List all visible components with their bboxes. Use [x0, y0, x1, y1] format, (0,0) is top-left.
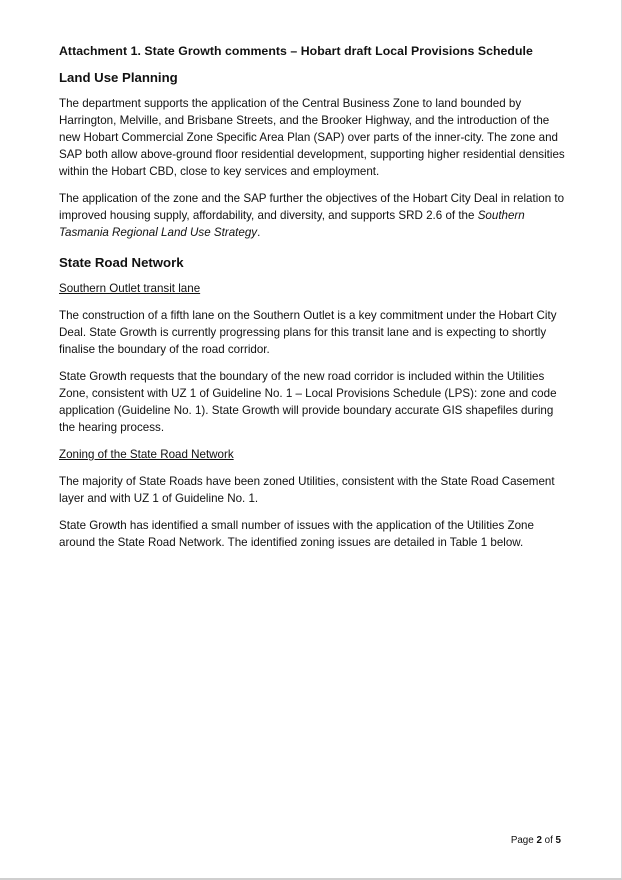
paragraph-land-use-2-end: . [257, 226, 261, 239]
subheading-zoning-state-road: Zoning of the State Road Network [59, 448, 234, 461]
paragraph-zoning-1: The majority of State Roads have been zoned Utilities, consistent with the State Road Casement layer and with UZ 1 of Guideline No. 1. [59, 475, 555, 505]
paragraph-southern-outlet-1: The construction of a fifth lane on the Southern Outlet is a key commitment under the Hobart City Deal. State Growth is currently progressing plans for this transit lane and is expecting to shortly finalise the boundary of the road corridor. [59, 309, 557, 356]
paragraph-southern-outlet-2: State Growth requests that the boundary of the new road corridor is included within the Utilities Zone, consistent with UZ 1 of Guideline No. 1 – Local Provisions Schedule (LPS): zone and code application (Guideline No. 1). State Growth will provide boundary accurate GIS shapefiles during the hearing process. [59, 370, 557, 434]
paragraph-zoning-2: State Growth has identified a small number of issues with the application of the Utilities Zone around the State Road Network. The identified zoning issues are detailed in Table 1 below. [59, 519, 534, 549]
page-current: 2 [536, 835, 542, 846]
subheading-southern-outlet: Southern Outlet transit lane [59, 282, 201, 295]
document-title: Attachment 1. State Growth comments – Hobart draft Local Provisions Schedule [59, 44, 533, 58]
heading-land-use-planning: Land Use Planning [59, 70, 178, 85]
heading-state-road-network: State Road Network [59, 255, 184, 270]
paragraph-land-use-2-text: The application of the zone and the SAP further the objectives of the Hobart City Deal in relation to improved housing supply, affordability, and diversity, and supports SRD 2.6 of the [59, 192, 565, 222]
page-number-footer [511, 835, 561, 846]
paragraph-land-use-1: The department supports the application of the Central Business Zone to land bounded by Harrington, Melville, and Brisbane Streets, and the Brooker Highway, and the introduction of the new Hobart Commercial Zone Specific Area Plan (SAP) over parts of the inner-city. The zone and SAP both allow above-ground floor residential development, supporting higher residential densities within the Hobart CBD, close to key services and employment. [59, 97, 565, 178]
page-word: Page [510, 835, 534, 846]
page-total: 5 [555, 835, 561, 846]
strategy-title-italic: Southern Tasmania Regional Land Use Strategy [59, 209, 525, 239]
page-content [59, 44, 571, 561]
of-word: of [544, 835, 553, 846]
paragraph-land-use-2 [59, 190, 571, 241]
